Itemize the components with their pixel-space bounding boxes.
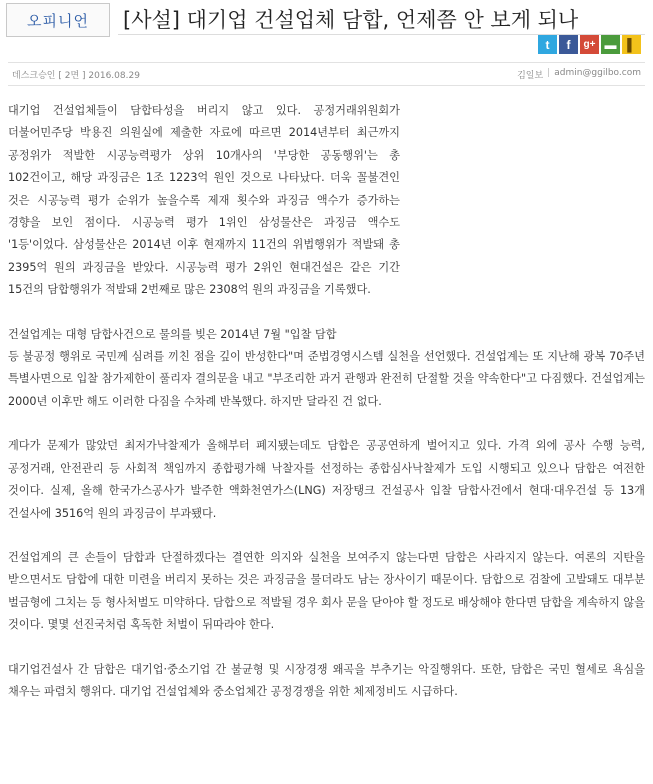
paragraph-5: 대기업건설사 간 담합은 대기업·중소기업 간 불균형 및 시장경쟁 왜곡을 부추기는 악질행위다. 또한, 담합은 국민 혈세로 욕심을 채우는 파렴치 행위다. 대기업 건설업체와 중소업체간 공정경쟁을 위한 체제정비도 시급하다.	[8, 662, 645, 698]
section-tab-opinion[interactable]: 오피니언	[6, 3, 110, 37]
google-plus-icon[interactable]: g+	[580, 35, 599, 54]
facebook-icon[interactable]: f	[559, 35, 578, 54]
meta-right	[517, 68, 641, 81]
page-number: [ 2면 ]	[58, 70, 86, 81]
paragraph-3: 게다가 문제가 많았던 최저가낙찰제가 올해부터 폐지됐는데도 담합은 공공연하게 벌어지고 있다. 가격 외에 공사 수행 능력, 공정거래, 안전관리 등 사회적 책임까지 종합평가해 낙찰자를 선정하는 종합심사낙찰제가 도입 시행되고 있으나 담합은 여전한 것이다. 실제, 올해 한국가스공사가 발주한 액화천연가스(LNG) 저장탱크 건설공사 입찰 담합사건에서 현대·대우건설 등 13개 건설사에 3516억 원의 과징금이 부과됐다.	[8, 439, 645, 520]
meta-separator: |	[547, 67, 551, 78]
article-meta	[8, 62, 645, 86]
twitter-icon[interactable]: t	[538, 35, 557, 54]
publish-date: 2016.08.29	[88, 70, 140, 81]
paragraph-2-rest: 등 불공정 행위로 국민께 심려를 끼친 점을 깊이 반성한다"며 준법경영시스템 실천을 선언했다. 건설업계는 또 지난해 광복 70주년 특별사면으로 입찰 참가제한이 풀리자 결의문을 내고 "부조리한 과거 관행과 완전히 단절할 것을 약속한다"고 다짐했다. 건설업계는 2000년 이후만 해도 이러한 다짐을 수차례 반복했다. 하지만 달라진 건 없다.	[8, 350, 645, 408]
article-title: [사설] 대기업 건설업체 담합, 언제쯤 안 보게 되나	[123, 8, 579, 32]
article-header	[0, 0, 653, 66]
author-email[interactable]: admin@ggilbo.com	[554, 67, 641, 78]
paragraph-2-line-1: 건설업계는 대형 담합사건으로 물의를 빚은 2014년 7월 "입찰 담합	[8, 327, 337, 341]
desk-approval: 데스크승인	[12, 70, 56, 81]
message-icon[interactable]: ▬	[601, 35, 620, 54]
kakao-icon[interactable]: ▌	[622, 35, 641, 54]
share-bar	[538, 35, 641, 54]
meta-left	[12, 68, 140, 81]
paragraph-4: 건설업계의 큰 손들이 담합과 단절하겠다는 결연한 의지와 실천을 보여주지 않는다면 담합은 사라지지 않는다. 여론의 지탄을 받으면서도 담합에 대한 미련을 버리지 못하는 것은 과징금을 물더라도 남는 장사이기 때문이다. 담합으로 검찰에 고발돼도 대부분 벌금형에 그치는 등 형사처벌도 미약하다. 담합으로 적발될 경우 회사 문을 닫아야 할 정도로 배상해야 한다면 담합을 계속하지 않을 것이다. 몇몇 선진국처럼 혹독한 처벌이 뒤따라야 한다.	[8, 550, 645, 632]
article-image-placeholder	[420, 100, 645, 346]
paragraph-1: 대기업 건설업체들이 담합타성을 버리지 않고 있다. 공정거래위원회가 더불어민주당 박용진 의원실에 제출한 자료에 따르면 2014년부터 최근까지 공정위가 적발한 시공능력평가 상위 10개사의 '부당한 공동행위'는 총 102건이고, 해당 과징금은 1조 1223억 원인 것으로 나타났다. 더욱 꼴불견인 것은 시공능력 평가 순위가 높을수록 제재 횟수와 과징금 액수가 증가하는 경향을 보인 점이다. 시공능력 평가 1위인 삼성물산은 과징금 액수도 '1등'이었다. 삼성물산은 2014년 이후 현재까지 11건의 위법행위가 적발돼 총 2395억 원의 과징금을 받았다. 시공능력 평가 2위인 현대건설은 같은 기간 15건의 담합행위가 적발돼 2번째로 많은 2308억 원의 과징금을 기록했다.	[8, 104, 400, 297]
publisher: 김일보	[517, 70, 544, 81]
